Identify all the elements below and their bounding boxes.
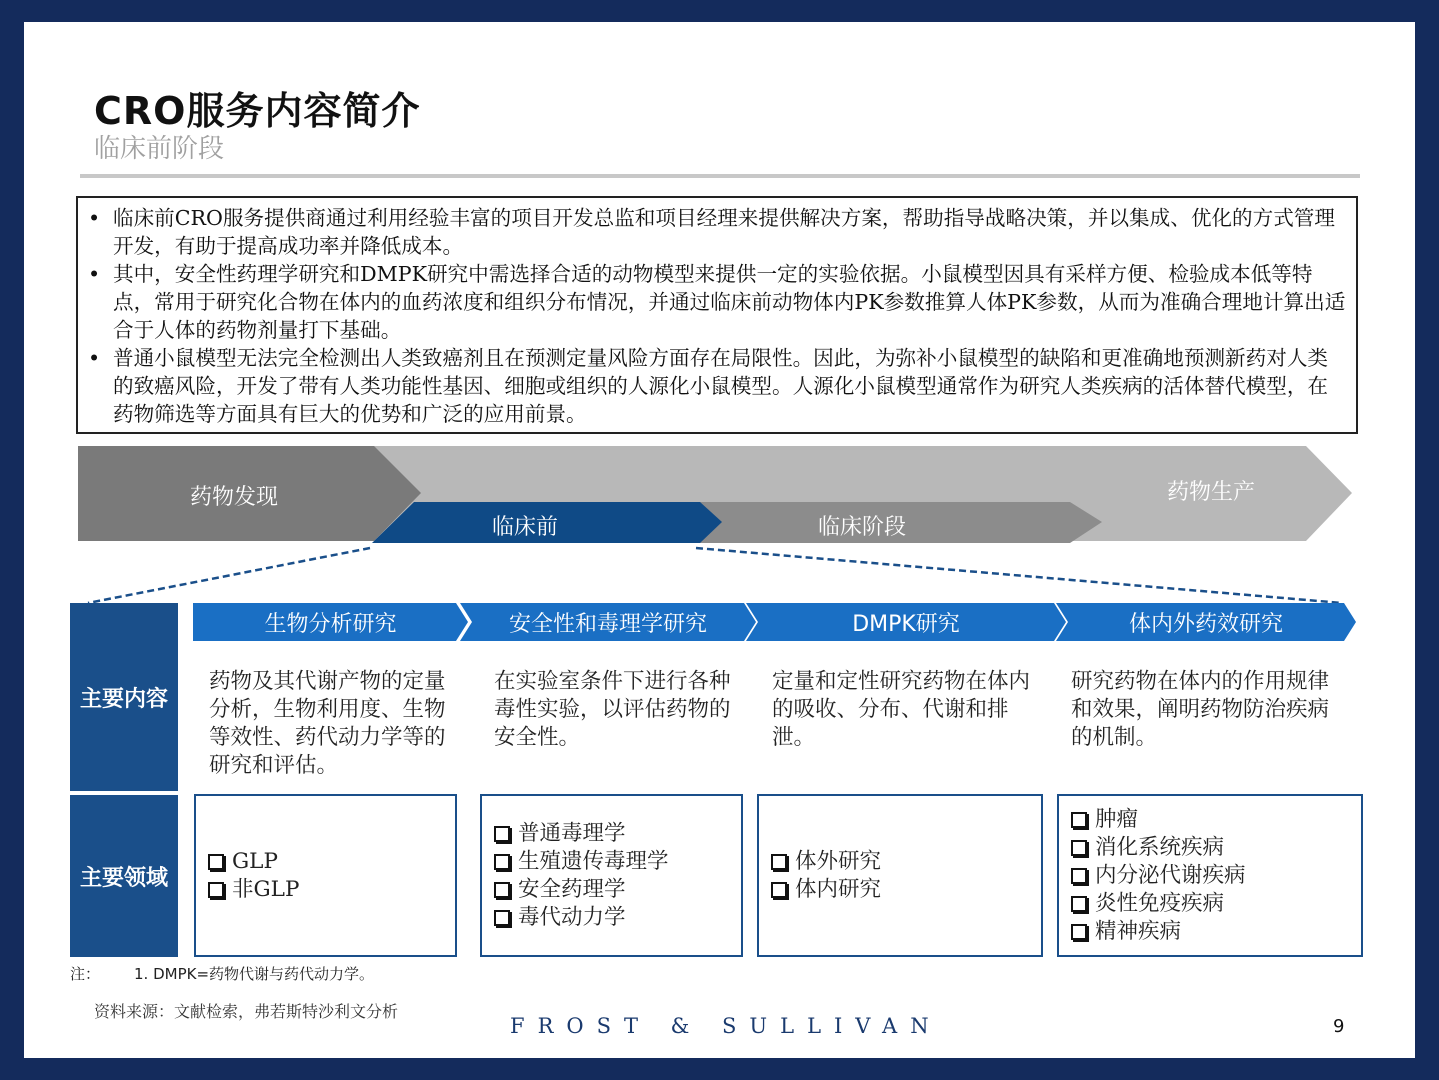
areas-box-safety-toxicology: [480, 794, 743, 957]
footnote-label: 注：: [70, 965, 101, 983]
col-header-bioanalysis: [193, 603, 468, 641]
col-description-bioanalysis: 药物及其代谢产物的定量分析，生物利用度、生物等效性、药代动力学等的研究和评估。: [209, 669, 446, 778]
area-item: 精神疾病: [1071, 918, 1246, 946]
checkbox-icon: [1071, 924, 1087, 940]
checkbox-icon: [208, 882, 224, 898]
areas-box-bioanalysis: [194, 794, 457, 957]
area-item: 体内研究: [771, 876, 881, 904]
row-label-main-areas: 主要领域: [70, 795, 178, 957]
checkbox-icon: [494, 854, 510, 870]
area-item: 普通毒理学: [494, 820, 669, 848]
checkbox-icon: [771, 854, 787, 870]
checkbox-icon: [494, 910, 510, 926]
footnote-text: 1. DMPK=药物代谢与药代动力学。: [134, 965, 375, 983]
stage-preclinical: 临床前: [492, 515, 559, 540]
area-item: 生殖遗传毒理学: [494, 848, 669, 876]
areas-box-efficacy: [1057, 794, 1363, 957]
col-header-safety-toxicology: [460, 603, 756, 641]
area-item: 消化系统疾病: [1071, 834, 1246, 862]
col-description-efficacy: 研究药物在体内的作用规律和效果，阐明药物防治疾病的机制。: [1071, 669, 1330, 750]
col-header-label: 体内外药效研究: [1128, 611, 1283, 637]
area-item: 体外研究: [771, 848, 881, 876]
stage-clinical: 临床阶段: [818, 515, 907, 540]
zoom-dash-left: [88, 548, 370, 603]
area-item: 安全药理学: [494, 876, 669, 904]
checkbox-icon: [208, 854, 224, 870]
checkbox-icon: [494, 826, 510, 842]
areas-box-dmpk: [757, 794, 1043, 957]
col-header-label: 生物分析研究: [264, 611, 397, 637]
stage-drug-production: 药物生产: [1167, 480, 1256, 505]
page-number: 9: [1333, 1016, 1345, 1037]
area-item: 肿瘤: [1071, 806, 1246, 834]
row-label-main-content: 主要内容: [70, 603, 178, 791]
checkbox-icon: [1071, 812, 1087, 828]
summary-bullet: • 其中，安全性药理学研究和DMPK研究中需选择合适的动物模型来提供一定的实验依据。小鼠模型因具有采样方便、检验成本低等特点，常用于研究化合物在体内的血药浓度和组织分布情况，并通过临床前动物体内PK参数推算人体PK参数，从而为准确合理地计算出适合于人体的药物剂量打下基础。: [86, 260, 1348, 344]
brand-logo: FROST & SULLIVAN: [510, 1014, 942, 1038]
col-header-label: DMPK研究: [852, 611, 960, 637]
col-description-safety-toxicology: 在实验室条件下进行各种毒性实验，以评估药物的安全性。: [494, 669, 731, 750]
summary-bullet: • 普通小鼠模型无法完全检测出人类致癌剂且在预测定量风险方面存在局限性。因此，为弥补小鼠模型的缺陷和更准确地预测新药对人类的致癌风险，开发了带有人类功能性基因、细胞或组织的人源化小鼠模型。人源化小鼠模型通常作为研究人类疾病的活体替代模型，在药物筛选等方面具有巨大的优势和广泛的应用前景。: [86, 344, 1348, 428]
col-header-dmpk: [746, 603, 1066, 641]
area-item: 毒代动力学: [494, 904, 669, 932]
col-header-efficacy: [1056, 603, 1356, 641]
checkbox-icon: [494, 882, 510, 898]
summary-bullet: • 临床前CRO服务提供商通过利用经验丰富的项目开发总监和项目经理来提供解决方案，帮助指导战略决策，并以集成、优化的方式管理开发，有助于提高成功率并降低成本。: [86, 204, 1348, 260]
col-header-label: 安全性和毒理学研究: [508, 611, 707, 637]
checkbox-icon: [1071, 840, 1087, 856]
stage-drug-discovery: 药物发现: [190, 485, 279, 510]
checkbox-icon: [771, 882, 787, 898]
page-title: CRO服务内容简介: [94, 89, 421, 133]
source-note: 资料来源：文献检索，弗若斯特沙利文分析: [94, 1002, 399, 1021]
zoom-dash-right: [696, 548, 1342, 603]
checkbox-icon: [1071, 868, 1087, 884]
checkbox-icon: [1071, 896, 1087, 912]
page-subtitle: 临床前阶段: [94, 134, 225, 164]
area-item: 炎性免疫疾病: [1071, 890, 1246, 918]
area-item: 内分泌代谢疾病: [1071, 862, 1246, 890]
area-item: 非GLP: [208, 876, 299, 904]
col-description-dmpk: 定量和定性研究药物在体内的吸收、分布、代谢和排泄。: [772, 669, 1031, 750]
area-item: GLP: [208, 848, 299, 876]
